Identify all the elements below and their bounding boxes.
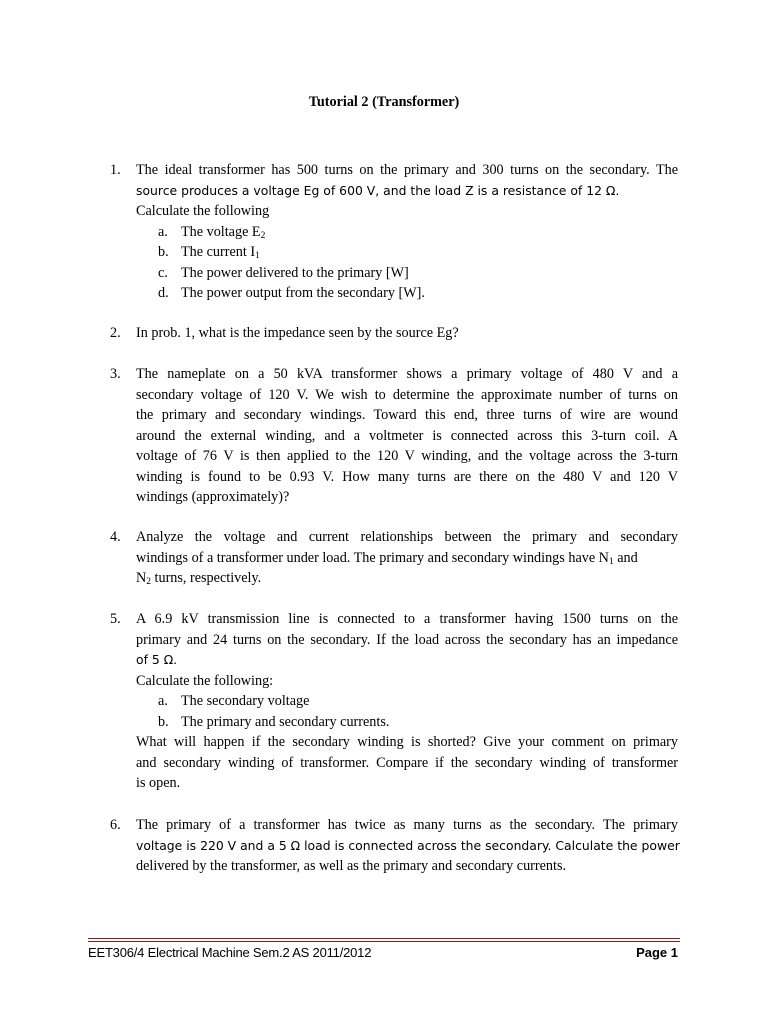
footer-rule <box>88 938 680 942</box>
problem-text-line: winding is found to be 0.93 V. How many turns are there on the 480 V and 120 V <box>136 468 678 485</box>
problem-text-line: What will happen if the secondary winding is shorted? Give your comment on primary <box>136 734 678 750</box>
problem-text-line: The primary of a transformer has twice as many turns as the secondary. The primary <box>136 817 678 833</box>
problem-text-line: voltage is 220 V and a 5 Ω load is connected across the secondary. Calculate the power <box>136 837 680 853</box>
problem-body <box>136 815 678 877</box>
problem-text-line: around the external winding, and a voltmeter is connected across this 3-turn coil. A <box>136 427 678 444</box>
sub-question-b <box>136 242 678 263</box>
problem-text-line: source produces a voltage Eg of 600 V, and the load Z is a resistance of 12 Ω. <box>136 182 620 198</box>
problem-number: 6. <box>110 817 121 833</box>
problem-text-line: secondary voltage of 120 V. We wish to determine the approximate number of turns on <box>136 386 678 403</box>
problem-text-line: Calculate the following <box>136 203 270 219</box>
footer-course-info: EET306/4 Electrical Machine Sem.2 AS 2011/2012 <box>88 945 372 960</box>
problem-text-line: The ideal transformer has 500 turns on the primary and 300 turns on the secondary. The <box>136 162 678 178</box>
problem-text-line: primary and 24 turns on the secondary. If the load across the secondary has an impedance <box>136 631 678 648</box>
subscript: 1 <box>608 556 614 567</box>
problem-text-line: voltage of 76 V is then applied to the 120 V winding, and the voltage across the 3-turn <box>136 448 678 464</box>
problem-text-line: and secondary winding of transformer. Compare if the secondary winding of transformer <box>136 754 678 771</box>
sub-question-a <box>136 222 678 243</box>
problem-number: 2. <box>110 325 121 341</box>
problem-text-line: In prob. 1, what is the impedance seen by the source Eg? <box>136 325 459 341</box>
problem-number: 3. <box>110 366 121 382</box>
problem-text-line: The nameplate on a 50 kVA transformer shows a primary voltage of 480 V and a <box>136 366 678 382</box>
sub-question-letter: b. <box>158 713 169 730</box>
problem-text-line: Analyze the voltage and current relationships between the primary and secondary <box>136 529 678 545</box>
sub-question-c <box>136 263 678 284</box>
sub-question-text: The primary and secondary currents. <box>181 713 390 730</box>
problem-number: 4. <box>110 529 121 545</box>
subscript: 2 <box>260 230 266 241</box>
problem-body <box>136 364 678 508</box>
subscript: 1 <box>255 251 260 261</box>
document-title: Tutorial 2 (Transformer) <box>308 94 460 110</box>
problem-text-line <box>136 548 678 569</box>
problem-text-line: windings (approximately)? <box>136 489 290 505</box>
footer-page-number: Page 1 <box>636 945 678 960</box>
problem-text: and <box>613 549 638 566</box>
problem-body <box>136 323 678 344</box>
problem-body <box>136 609 678 794</box>
problem-text-line <box>136 568 678 589</box>
problem-body <box>136 527 678 589</box>
sub-question-a <box>136 691 678 712</box>
problem-number: 5. <box>110 611 121 627</box>
sub-question-d <box>136 283 678 304</box>
problem-text-line: of 5 Ω. <box>136 652 178 667</box>
sub-question-b <box>136 712 678 733</box>
problem-text-line: A 6.9 kV transmission line is connected to a transformer having 1500 turns on the <box>136 611 678 627</box>
problem-body <box>136 160 678 304</box>
problem-text: N <box>136 570 147 586</box>
problem-text-line: Calculate the following: <box>136 672 274 689</box>
sub-question-letter: a. <box>158 223 168 240</box>
sub-question-letter: d. <box>158 285 169 301</box>
problem-text: windings of a transformer under load. The primary and secondary windings have N <box>136 549 609 566</box>
subscript: 2 <box>146 577 151 587</box>
sub-question-text: The current I <box>181 244 256 260</box>
problem-text-line: is open. <box>136 775 181 791</box>
problem-number: 1. <box>110 162 121 178</box>
sub-question-text: The secondary voltage <box>181 693 310 709</box>
problem-text-line: the primary and secondary windings. Toward this end, three turns of wire are wound <box>136 407 678 423</box>
problem-text: turns, respectively. <box>151 570 262 586</box>
problem-text-line: delivered by the transformer, as well as the primary and secondary currents. <box>136 858 567 874</box>
sub-question-letter: c. <box>158 264 168 281</box>
sub-question-text: The power output from the secondary [W]. <box>181 285 425 301</box>
sub-question-text: The power delivered to the primary [W] <box>181 264 409 281</box>
sub-question-text: The voltage E <box>181 223 261 240</box>
sub-question-letter: a. <box>158 693 168 709</box>
sub-question-letter: b. <box>158 244 169 260</box>
